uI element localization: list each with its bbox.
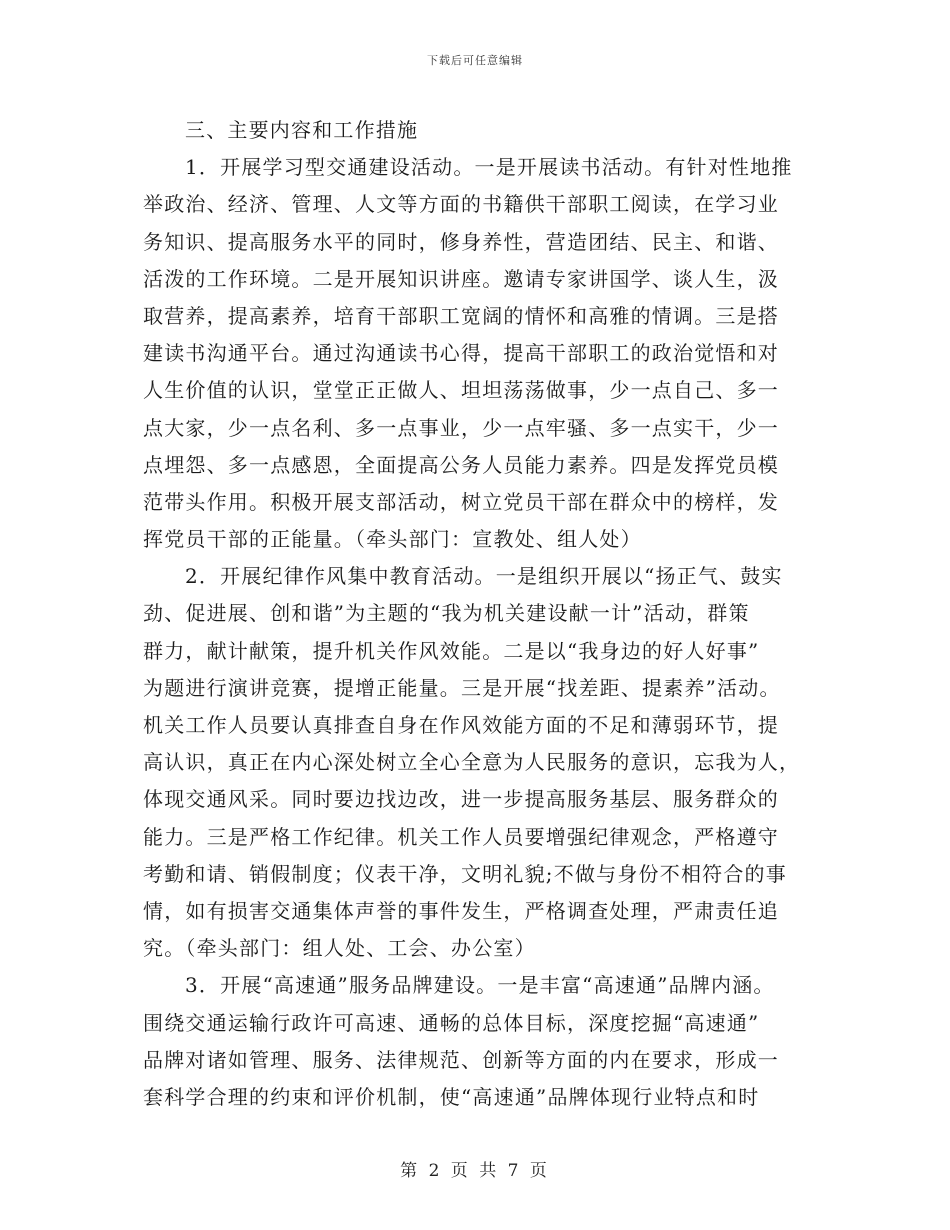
text-line: 三、主要内容和工作措施 <box>185 118 419 142</box>
text-line: 点埋怨、多一点感恩，全面提高公务人员能力素养。四是发挥党员模 <box>143 452 779 477</box>
document-body <box>143 112 833 1116</box>
text-line: 取营养，提高素养，培育干部职工宽阔的情怀和高雅的情调。三是搭 <box>143 303 779 328</box>
text-line: 群力，献计献策，提升机关作风效能。二是以“我身边的好人好事” <box>143 638 760 663</box>
text-line: 1．开展学习型交通建设活动。一是开展读书活动。有针对性地推 <box>185 155 793 180</box>
text-line: 人生价值的认识，堂堂正正做人、坦坦荡荡做事，少一点自己、多一 <box>143 378 779 403</box>
text-line: 考勤和请、销假制度；仪表干净，文明礼貌;不做与身份不相符合的事 <box>143 861 787 886</box>
text-line: 举政治、经济、管理、人文等方面的书籍供干部职工阅读，在学习业 <box>143 192 779 217</box>
text-line: 范带头作用。积极开展支部活动，树立党员干部在群众中的榜样，发 <box>143 489 779 514</box>
page-footer: 第 2 页 共 7 页 <box>400 1161 550 1181</box>
text-line: 品牌对诸如管理、服务、法律规范、创新等方面的内在要求，形成一 <box>143 1047 779 1072</box>
text-line: 体现交通风采。同时要边找边改，进一步提高服务基层、服务群众的 <box>143 787 779 812</box>
text-line: 务知识、提高服务水平的同时，修身养性，营造团结、民主、和谐、 <box>143 229 779 254</box>
text-line: 挥党员干部的正能量。（牵头部门：宣教处、组人处） <box>143 527 642 552</box>
text-line: 套科学合理的约束和评价机制，使“高速通”品牌体现行业特点和时 <box>143 1084 760 1109</box>
text-line: 能力。三是严格工作纪律。机关工作人员要增强纪律观念，严格遵守 <box>143 824 779 849</box>
text-line: 劲、促进展、创和谐”为主题的“我为机关建设献一计”活动，群策 <box>143 601 750 626</box>
text-line: 2．开展纪律作风集中教育活动。一是组织开展以“扬正气、鼓实 <box>185 564 783 589</box>
text-line: 建读书沟通平台。通过沟通读书心得，提高干部职工的政治觉悟和对 <box>143 341 779 366</box>
text-line: 情，如有损害交通集体声誉的事件发生，严格调查处理，严肃责任追 <box>143 898 779 923</box>
text-line: 围绕交通运输行政许可高速、通畅的总体目标，深度挖掘“高速通” <box>143 1010 760 1035</box>
text-line: 3．开展“高速通”服务品牌建设。一是丰富“高速通”品牌内涵。 <box>185 973 775 998</box>
page-header: 下载后可任意编辑 <box>427 54 523 67</box>
text-line: 为题进行演讲竞赛，提增正能量。三是开展“找差距、提素养”活动。 <box>143 675 781 700</box>
text-line: 点大家，少一点名利、多一点事业，少一点牢骚、多一点实干，少一 <box>143 415 779 440</box>
text-line: 究。（牵头部门：组人处、工会、办公室） <box>143 936 536 961</box>
text-line: 高认识，真正在内心深处树立全心全意为人民服务的意识，忘我为人， <box>143 750 801 775</box>
text-line: 活泼的工作环境。二是开展知识讲座。邀请专家讲国学、谈人生，汲 <box>143 266 779 291</box>
text-line: 机关工作人员要认真排查自身在作风效能方面的不足和薄弱环节，提 <box>143 713 779 737</box>
